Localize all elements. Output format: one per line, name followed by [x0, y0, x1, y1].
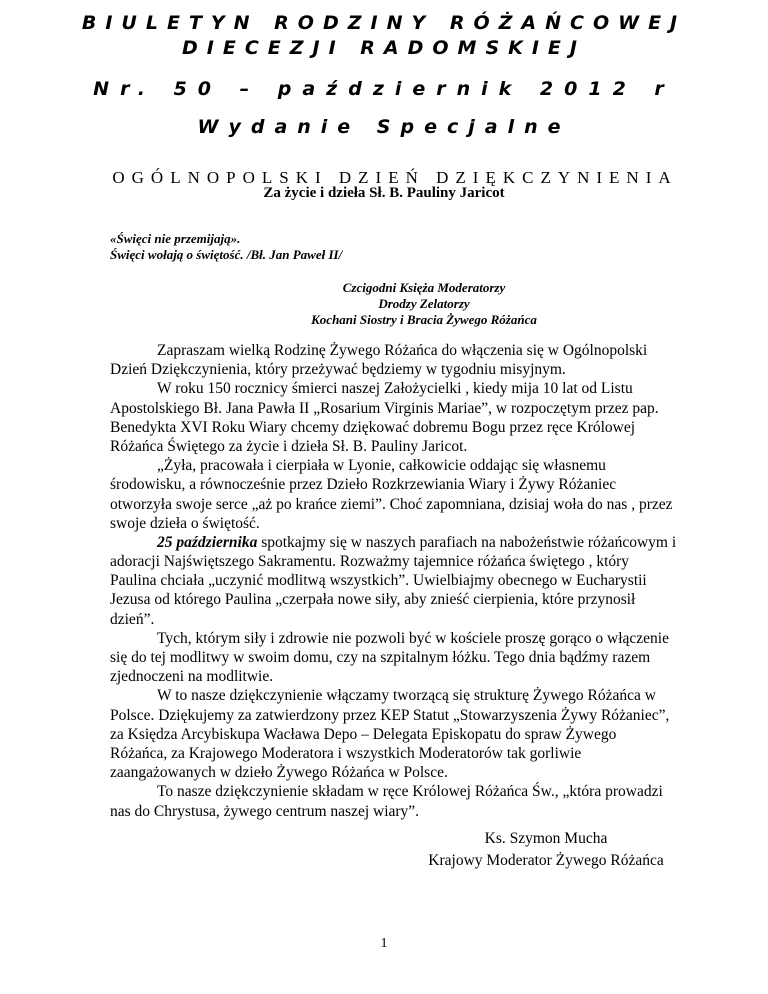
headline: OGÓLNOPOLSKI DZIEŃ DZIĘKCZYNIENIA — [112, 168, 678, 187]
body-line: zaangażowanych w dzieło Żywego Różańca w Polsce. — [110, 764, 448, 782]
body-line: się do tej modlitwy w swoim domu, czy na szpitalnym łóżku. Tego dnia bądźmy razem — [110, 649, 651, 666]
letter-body — [110, 341, 730, 821]
body-line: W roku 150 rocznicy śmierci naszej Założycielki , kiedy mija 10 lat od Listu — [157, 380, 633, 398]
body-line: otworzyła swoje serce „aż po krańce ziemi”. Choć zapomniana, dzisiaj woła do nas , przez — [110, 495, 673, 513]
body-line: Paulina chciała „uczynić modlitwą wszystkich”. Uwielbiajmy obecnego w Eucharystii — [110, 572, 647, 590]
body-line: Apostolskiego Bł. Jana Pawła II „Rosarium Virginis Mariae”, w rozpoczętym przez pap. — [110, 399, 659, 417]
body-line: swoje dzieła o świętość. — [110, 514, 260, 532]
body-line: W to nasze dziękczynienie włączamy tworzącą się strukturę Żywego Różańca w — [157, 687, 656, 705]
body-line: środowisku, a równocześnie przez Dzieło Rozkrzewiania Wiary i Żywy Różaniec — [110, 476, 617, 494]
greeting-line: Czcigodni Księża Moderatorzy — [342, 280, 506, 295]
greeting-line: Drodzy Zelatorzy — [378, 296, 470, 311]
quote-line: «Święci nie przemijają». — [110, 231, 241, 246]
body-line: Tych, którym siły i zdrowie nie pozwoli być w kościele proszę gorąco o włączenie — [157, 629, 669, 647]
body-line: nas do Chrystusa, żywego centrum naszej wiary”. — [110, 802, 420, 820]
body-line-rest: spotkajmy się w naszych parafiach na nabożeństwie różańcowym i — [257, 533, 677, 551]
body-line: Zapraszam wielką Rodzinę Żywego Różańca do włączenia się w Ogólnopolski — [157, 342, 648, 359]
event-date: 25 października — [157, 533, 258, 551]
body-line: Dzień Dziękczynienia, który przeżywać będziemy w tygodniu misyjnym. — [110, 361, 566, 379]
body-line: Różańca Świętego za życie i dzieła Sł. B. Pauliny Jaricot. — [110, 437, 468, 455]
body-line: dzień”. — [110, 610, 155, 628]
page-number: 1 — [380, 936, 388, 951]
body-line: Benedykta XVI Roku Wiary chcemy dziękować dobremu Bogu przez ręce Królowej — [110, 418, 636, 436]
masthead-title: BIULETYN RODZINY RÓŻAŃCOWEJ — [81, 12, 687, 34]
body-line: adoracji Najświętszego Sakramentu. Rozważmy tajemnice różańca świętego , który — [110, 553, 630, 571]
body-line: To nasze dziękczynienie składam w ręce Królowej Różańca Św., „która prowadzi — [157, 783, 663, 801]
masthead-diocese: DIECEZJI RADOMSKIEJ — [182, 37, 586, 59]
body-line: za Księdza Arcybiskupa Wacława Depo – Delegata Episkopatu do spraw Żywego — [110, 725, 617, 743]
greeting-line: Kochani Siostry i Bracia Żywego Różańca — [311, 312, 537, 327]
body-line: „Żyła, pracowała i cierpiała w Lyonie, całkowicie oddając się własnemu — [157, 457, 606, 475]
signature-name: Ks. Szymon Mucha — [484, 830, 608, 847]
issue-number: Nr. 50 – październik 2012 r — [93, 78, 675, 100]
signature-title: Krajowy Moderator Żywego Różańca — [428, 852, 664, 869]
body-line: Jezusa od którego Paulina „czerpała nowe siły, aby znieść cierpienia, które przynosił — [110, 591, 636, 609]
subheadline: Za życie i dzieła Sł. B. Pauliny Jaricot — [263, 185, 505, 201]
edition-label: Wydanie Specjalne — [197, 116, 571, 138]
body-line — [110, 533, 730, 552]
quote-attribution: Święci wołają o świętość. /Bł. Jan Paweł II/ — [110, 247, 343, 262]
body-line: Polsce. Dziękujemy za zatwierdzony przez KEP Statut „Stowarzyszenia Żywy Różaniec”, — [110, 706, 670, 724]
body-line: zjednoczeni na modlitwie. — [110, 668, 274, 686]
body-line: Różańca, za Krajowego Moderatora i wszystkich Moderatorów tak gorliwie — [110, 744, 582, 762]
